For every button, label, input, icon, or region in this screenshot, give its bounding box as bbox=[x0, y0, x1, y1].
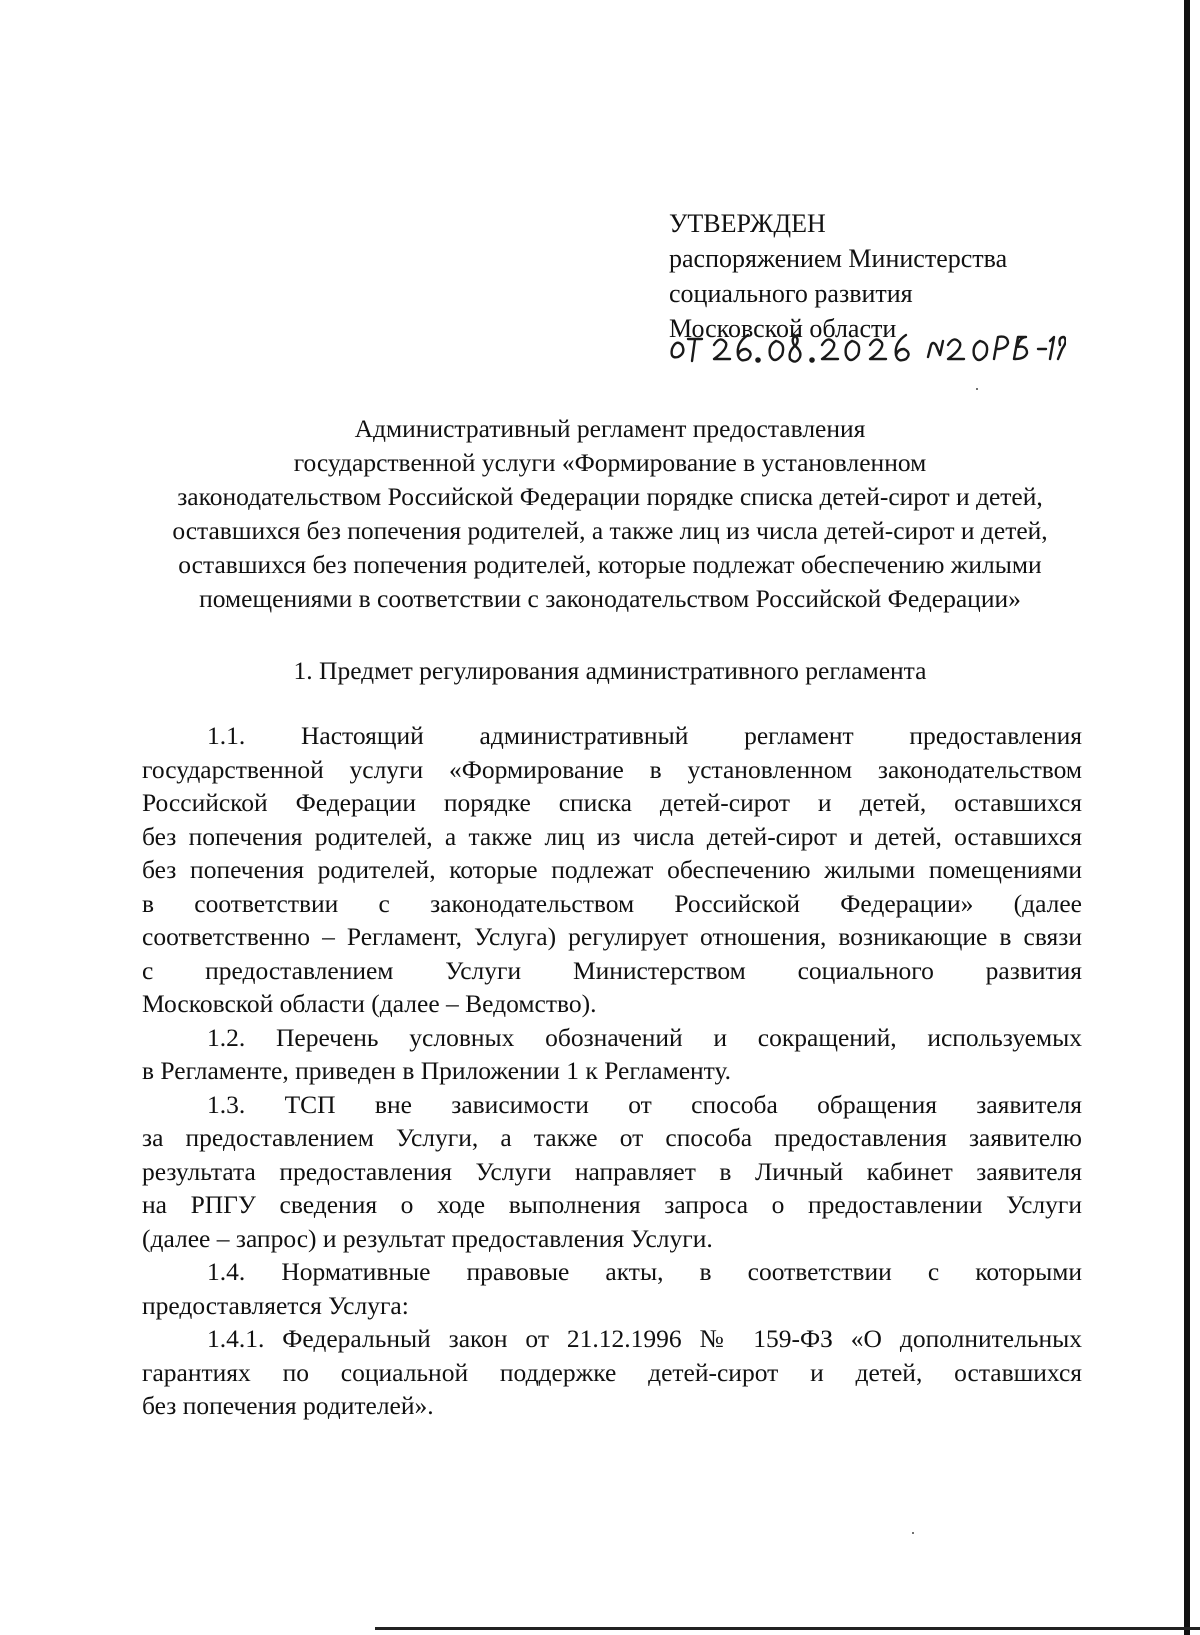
paragraph-line: (далее – запрос) и результат предоставления Услуги. bbox=[142, 1223, 713, 1253]
approval-line: распоряжением Министерства bbox=[669, 244, 1008, 273]
paragraph-line: 1.4.1. Федеральный закон от 21.12.1996 № 159-ФЗ «О дополнительных bbox=[207, 1324, 1082, 1353]
scan-speck bbox=[912, 1532, 914, 1534]
paragraph-1-3 bbox=[142, 1088, 1082, 1256]
title-line: помещениями в соответствии с законодательством Российской Федерации» bbox=[199, 584, 1021, 613]
approval-line: Московской области bbox=[669, 314, 897, 343]
paragraph-line: в соответствии с законодательством Российской Федерации» (далее bbox=[142, 888, 1082, 918]
paragraph-line: 1.4. Нормативные правовые акты, в соответствии с которыми bbox=[207, 1257, 1082, 1286]
paragraph-line: на РПГУ сведения о ходе выполнения запроса о предоставлении Услуги bbox=[142, 1190, 1082, 1219]
paragraph-1-1 bbox=[142, 719, 1082, 1021]
paragraph-line: 1.2. Перечень условных обозначений и сокращений, используемых bbox=[207, 1022, 1082, 1052]
approval-line: социального развития bbox=[669, 279, 913, 308]
paragraph-line: гарантиях по социальной поддержке детей-сирот и детей, оставшихся bbox=[142, 1357, 1082, 1387]
paragraph-line: Российской Федерации порядке списка детей-сирот и детей, оставшихся bbox=[142, 788, 1082, 817]
paragraph-line: с предоставлением Услуги Министерством социального развития bbox=[142, 955, 1082, 985]
title-line: государственной услуги «Формирование в установленном bbox=[293, 448, 927, 477]
paragraph-line: 1.3. ТСП вне зависимости от способа обращения заявителя bbox=[207, 1089, 1082, 1119]
paragraph-1-2 bbox=[142, 1021, 1082, 1088]
paragraph-line: результата предоставления Услуги направляет в Личный кабинет заявителя bbox=[142, 1156, 1082, 1186]
paragraph-line: за предоставлением Услуги, а также от способа предоставления заявителю bbox=[142, 1123, 1082, 1152]
paragraph-line: Московской области (далее – Ведомство). bbox=[142, 989, 597, 1018]
paragraph-line: предоставляется Услуга: bbox=[142, 1290, 409, 1320]
title-line: законодательством Российской Федерации порядке списка детей-сирот и детей, bbox=[177, 482, 1043, 511]
paragraph-line: соответственно – Регламент, Услуга) регулирует отношения, возникающие в связи bbox=[142, 922, 1082, 951]
scan-speck bbox=[976, 388, 978, 390]
handwritten-date-number bbox=[666, 327, 1066, 367]
paragraph-line: государственной услуги «Формирование в установленном законодательством bbox=[142, 754, 1082, 784]
scan-edge-right bbox=[1184, 0, 1190, 1635]
paragraph-line: без попечения родителей, которые подлежат обеспечению жилыми помещениями bbox=[142, 855, 1082, 884]
paragraph-1-4 bbox=[142, 1255, 1082, 1322]
title-line: Административный регламент предоставления bbox=[354, 414, 866, 443]
approval-stamp bbox=[669, 206, 1089, 346]
paragraph-line: в Регламенте, приведен в Приложении 1 к Регламенту. bbox=[142, 1056, 732, 1085]
paragraph-line: без попечения родителей, а также лиц из числа детей-сирот и детей, оставшихся bbox=[142, 821, 1082, 851]
title-line: оставшихся без попечения родителей, которые подлежат обеспечению жилыми bbox=[178, 550, 1042, 579]
scan-edge-bottom bbox=[375, 1627, 1200, 1630]
document-body bbox=[142, 719, 1082, 1423]
title-line: оставшихся без попечения родителей, а также лиц из числа детей-сирот и детей, bbox=[172, 516, 1048, 545]
paragraph-line: без попечения родителей». bbox=[142, 1391, 434, 1420]
section-heading: 1. Предмет регулирования административного регламента bbox=[293, 656, 927, 685]
paragraph-line: 1.1. Настоящий административный регламент предоставления bbox=[207, 721, 1082, 750]
paragraph-1-4-1 bbox=[142, 1322, 1082, 1423]
approval-heading: УТВЕРЖДЕН bbox=[669, 209, 826, 238]
document-title bbox=[140, 412, 1080, 616]
